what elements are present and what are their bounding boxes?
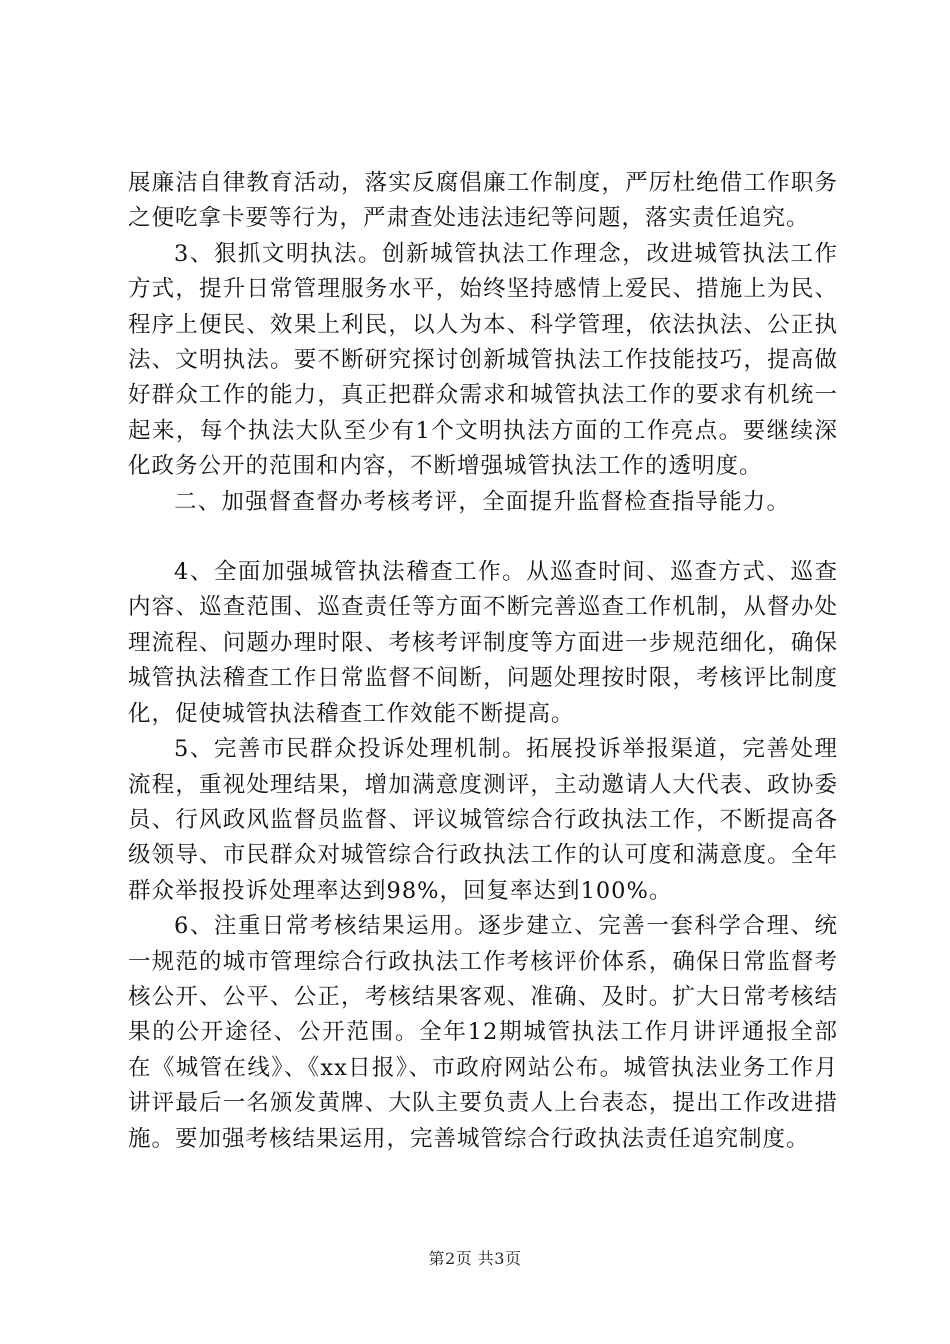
section-heading-2: 二、加强督查督办考核考评，全面提升监督检查指导能力。: [174, 488, 791, 515]
paragraph-item-6: 6、注重日常考核结果运用。逐步建立、完善一套科学合理、统一规范的城市管理综合行政执法工作考核评价体系，确保日常监督考核公开、公平、公正，考核结果客观、准确、及时。扩大日常考核结果的公开途径、公开范围。全年12期城管执法工作月讲评通报全部在《城管在线》、《xx日报》、市政府网站公布。城管执法业务工作月讲评最后一名颁发黄牌、大队主要负责人上台表态，提出工作改进措施。要加强考核结果运用，完善城管综合行政执法责任追究制度。: [128, 913, 838, 1152]
page-number-footer: 第2页 共3页: [428, 1249, 522, 1268]
paragraph-item-4: 4、全面加强城管执法稽查工作。从巡查时间、巡查方式、巡查内容、巡查范围、巡查责任等方面不断完善巡查工作机制，从督办处理流程、问题办理时限、考核考评制度等方面进一步规范细化，确保城管执法稽查工作日常监督不间断，问题处理按时限，考核评比制度化，促使城管执法稽查工作效能不断提高。: [128, 559, 838, 727]
document-body: [128, 166, 838, 1157]
paragraph-continuation: 展廉洁自律教育活动，落实反腐倡廉工作制度，严厉杜绝借工作职务之便吃拿卡要等行为，严肃查处违法违纪等问题，落实责任追究。: [128, 170, 838, 232]
paragraph-item-3: 3、狠抓文明执法。创新城管执法工作理念，改进城管执法工作方式，提升日常管理服务水平，始终坚持感情上爱民、措施上为民、程序上便民、效果上利民，以人为本、科学管理，依法执法、公正执法、文明执法。要不断研究探讨创新城管执法工作技能技巧，提高做好群众工作的能力，真正把群众需求和城管执法工作的要求有机统一起来，每个执法大队至少有1个文明执法方面的工作亮点。要继续深化政务公开的范围和内容，不断增强城管执法工作的透明度。: [128, 240, 838, 480]
paragraph-item-5: 5、完善市民群众投诉处理机制。拓展投诉举报渠道，完善处理流程，重视处理结果，增加满意度测评，主动邀请人大代表、政协委员、行风政风监督员监督、评议城管综合行政执法工作，不断提高各级领导、市民群众对城管综合行政执法工作的认可度和满意度。全年群众举报投诉处理率达到98%，回复率达到100%。: [128, 736, 838, 904]
